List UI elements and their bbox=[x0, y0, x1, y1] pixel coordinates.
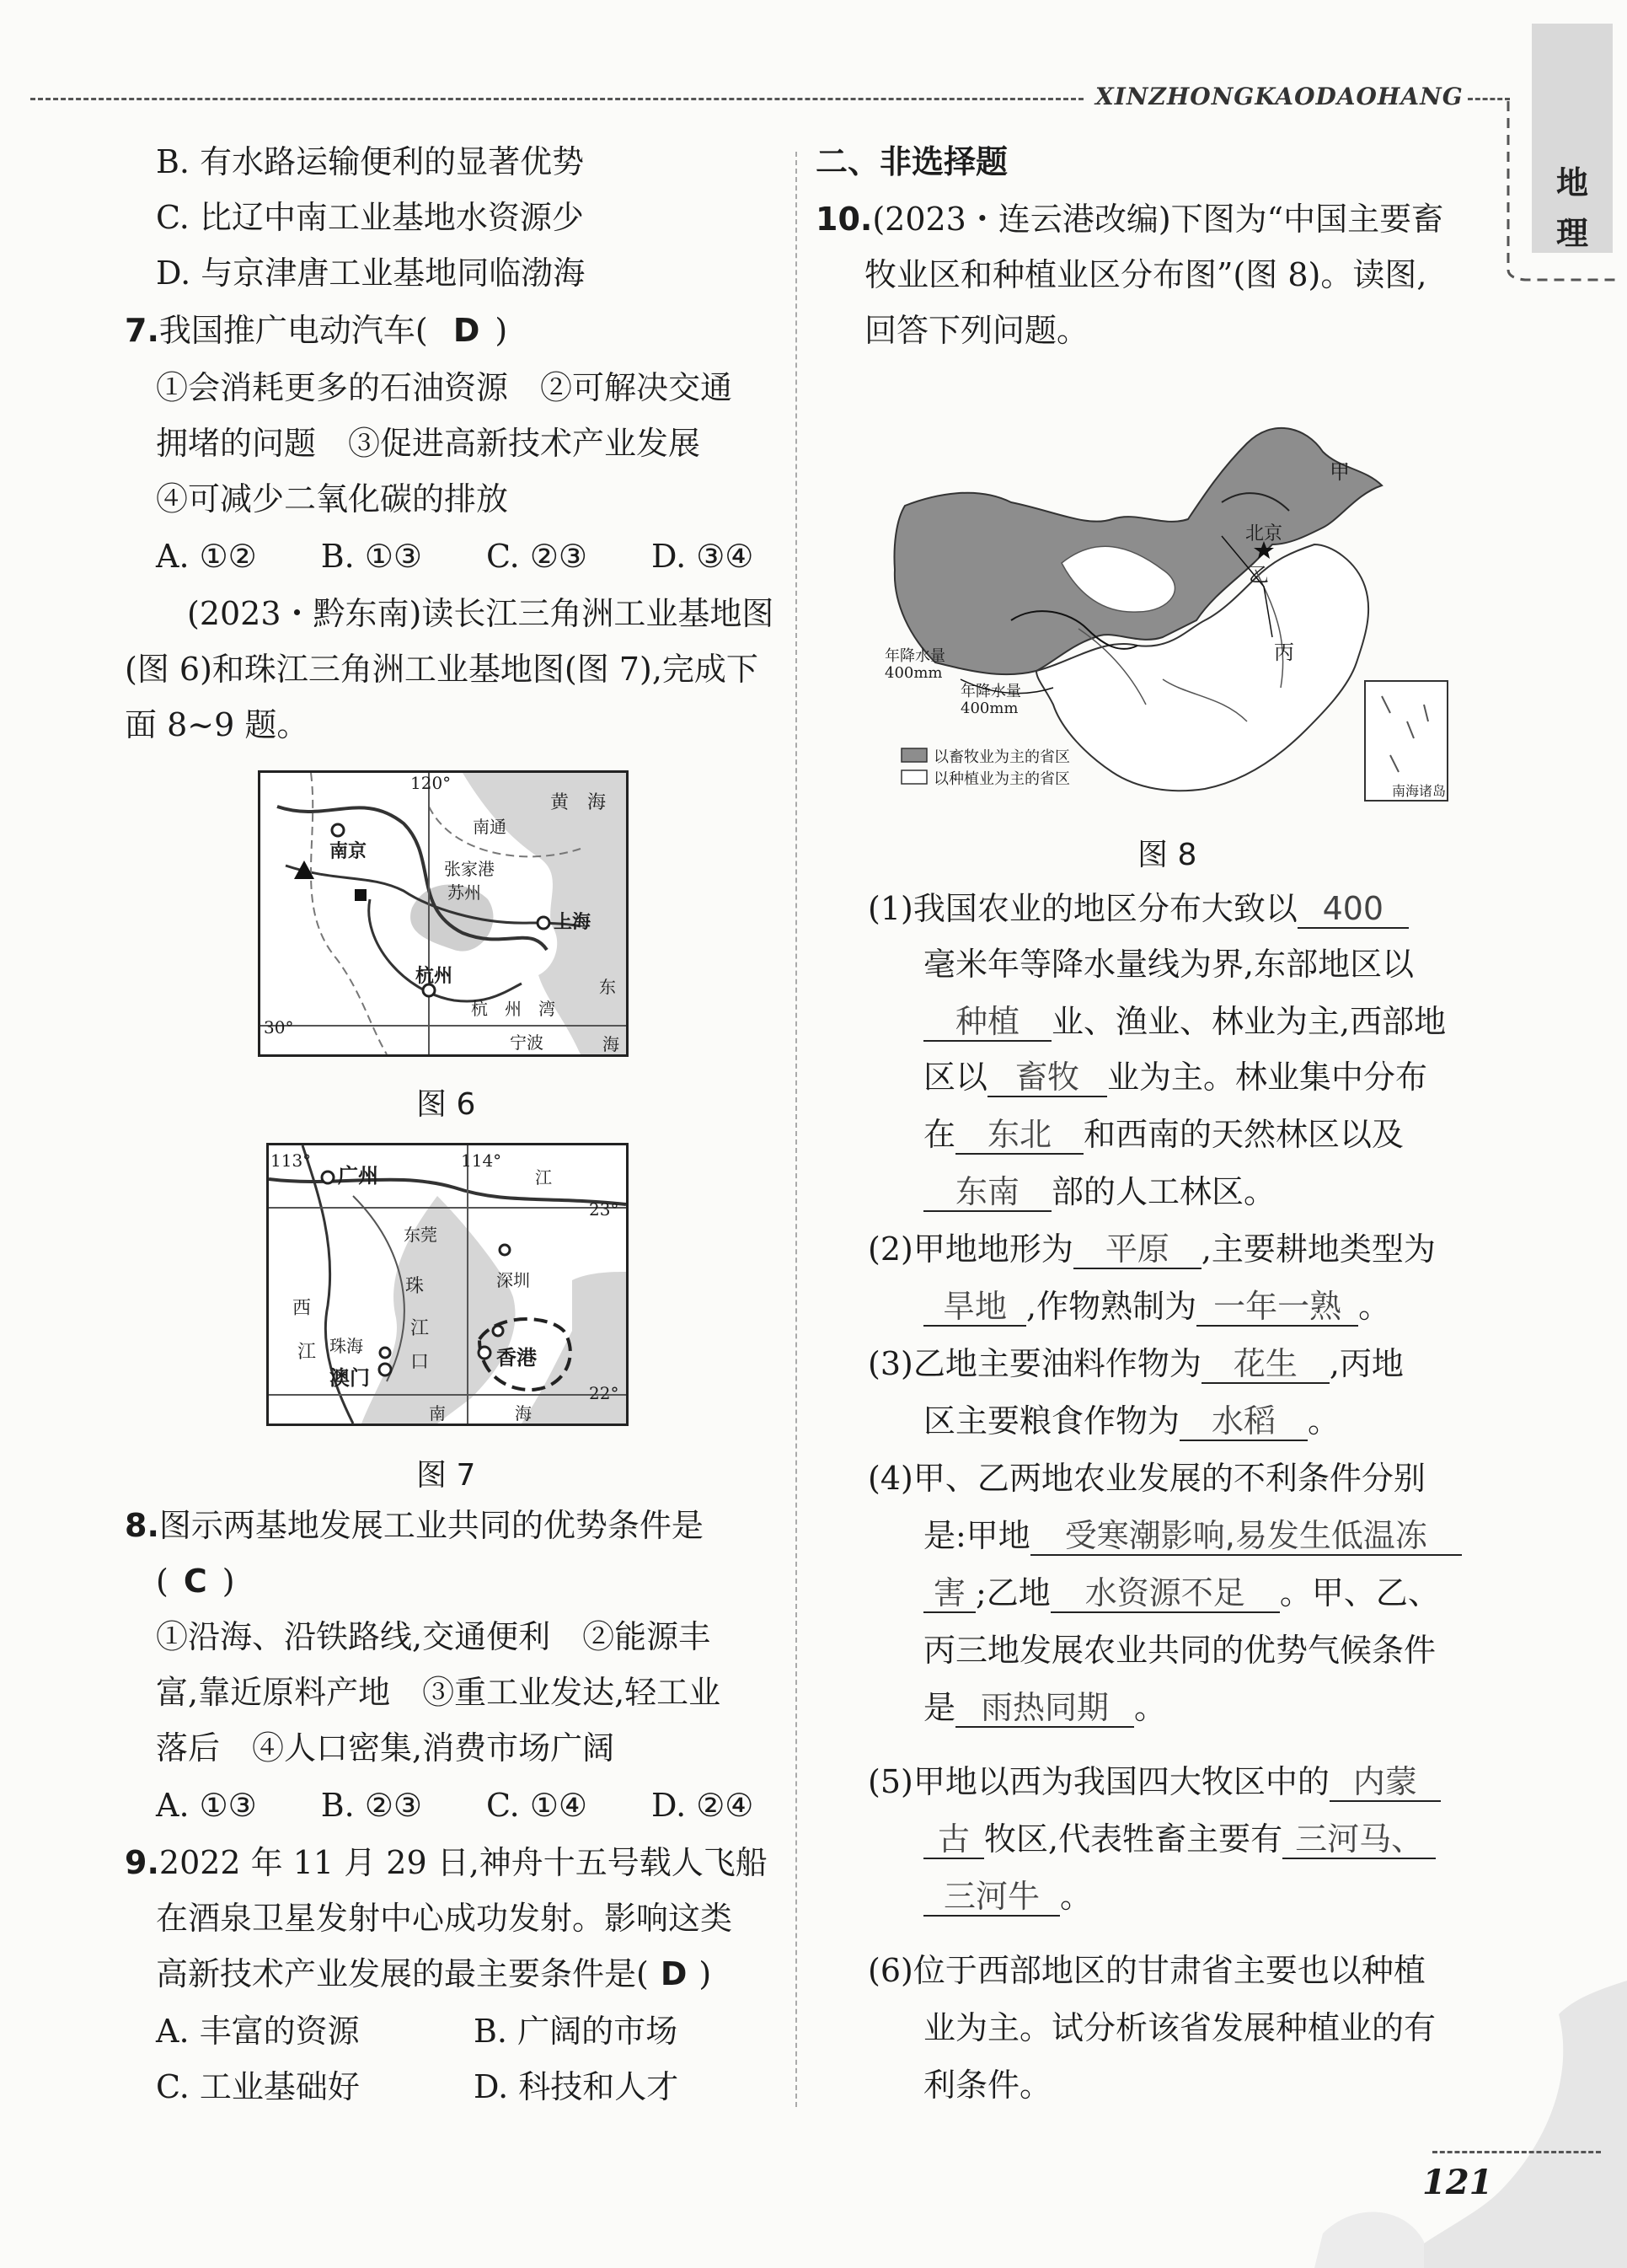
column-divider bbox=[795, 152, 797, 2107]
q10-1-text-4a: 区以 bbox=[923, 1059, 988, 1096]
q10-5-line-1 bbox=[868, 1765, 1441, 1802]
fig8-rain-label-2a: 年降水量 bbox=[961, 683, 1021, 700]
fig8-rain-label-2b: 400mm bbox=[961, 700, 1019, 717]
fig7-zhuhai: 珠海 bbox=[329, 1336, 363, 1356]
q8-item-line-3: 落后 ④人口密集,消费市场广阔 bbox=[156, 1729, 615, 1767]
q9-line-3 bbox=[156, 1957, 711, 1992]
fig6-suzhou: 苏州 bbox=[447, 882, 481, 903]
q10-3-answer-2: 水稻 bbox=[1180, 1404, 1308, 1441]
q10-6-line-2: 业为主。试分析该省发展种植业的有 bbox=[923, 2009, 1437, 2046]
corner-decoration bbox=[1222, 1981, 1627, 2268]
q10-2-line-1 bbox=[868, 1232, 1436, 1269]
running-title: XINZHONGKAODAOHANG bbox=[1095, 83, 1464, 110]
section-title: 二、非选择题 bbox=[816, 143, 1009, 180]
figure-7-map bbox=[266, 1143, 629, 1426]
fig6-ningbo: 宁波 bbox=[510, 1032, 543, 1053]
q9-option-d: D. 科技和人才 bbox=[474, 2068, 679, 2105]
q10-5-answer-2b: 三河牛 bbox=[923, 1879, 1060, 1917]
footer-rule bbox=[1432, 2151, 1601, 2153]
q10-2-text-2c: 。 bbox=[1358, 1288, 1391, 1325]
fig7-kou: 口 bbox=[410, 1352, 430, 1373]
q8-answer-line bbox=[156, 1564, 235, 1600]
intro-8-9-line-1: (2023・黔东南)读长江三角洲工业基地图 bbox=[187, 595, 774, 632]
header-rule-left bbox=[30, 98, 1084, 100]
fig7-lon-113: 113° bbox=[270, 1150, 312, 1171]
fig6-zhangjiagang: 张家港 bbox=[444, 859, 495, 879]
q6-option-b: B. 有水路运输便利的显著优势 bbox=[156, 143, 585, 180]
q10-1-text-3: 业、渔业、林业为主,西部地 bbox=[1052, 1003, 1447, 1040]
q10-4-answer-3: 雨热同期 bbox=[955, 1691, 1134, 1728]
fig7-hai: 海 bbox=[515, 1403, 532, 1424]
fig7-river-jiang: 江 bbox=[535, 1167, 552, 1188]
q10-4-line-1: (4)甲、乙两地农业发展的不利条件分别 bbox=[868, 1460, 1426, 1497]
fig8-rain-label-1a: 年降水量 bbox=[885, 647, 945, 665]
q10-5-answer-1b: 古 bbox=[923, 1822, 984, 1859]
q9-line-2: 在酒泉卫星发射中心成功发射。影响这类 bbox=[156, 1900, 733, 1937]
figure-8-map bbox=[885, 418, 1458, 812]
q10-3-text-2b: 。 bbox=[1308, 1402, 1341, 1440]
fig8-south-sea: 南海诸岛 bbox=[1392, 783, 1447, 799]
fig7-dongguan: 东莞 bbox=[404, 1225, 437, 1245]
q10-4-line-3 bbox=[923, 1576, 1440, 1613]
fig6-hangzhou: 杭州 bbox=[415, 965, 453, 987]
q10-3-text-1b: ,丙地 bbox=[1329, 1345, 1404, 1382]
q10-1-answer-3: 畜牧 bbox=[987, 1060, 1107, 1097]
q6-option-c: C. 比辽中南工业基地水资源少 bbox=[156, 199, 584, 236]
fig8-rain-label-1b: 400mm bbox=[885, 664, 943, 682]
intro-8-9-line-3: 面 8~9 题。 bbox=[125, 706, 309, 743]
q10-4-answer-1: 受寒潮影响,易发生低温冻 bbox=[1030, 1519, 1462, 1556]
q10-5-text-2b: 牧区,代表牲畜主要有 bbox=[984, 1820, 1283, 1858]
q10-5-answer-2: 三河马、 bbox=[1282, 1822, 1436, 1859]
q10-2-line-2 bbox=[923, 1289, 1390, 1327]
subject-tab-char-1: 地 bbox=[1555, 164, 1588, 201]
q10-4-text-3c: 。甲、乙、 bbox=[1279, 1574, 1440, 1611]
fig6-lon-120: 120° bbox=[410, 773, 452, 793]
q10-1-line-5 bbox=[923, 1118, 1404, 1155]
q7-item-line-3: ④可减少二氧化碳的排放 bbox=[156, 480, 509, 517]
q10-4-answer-2: 水资源不足 bbox=[1051, 1576, 1280, 1613]
q9-line-1 bbox=[125, 1846, 768, 1881]
fig6-yellow-sea: 黄 海 bbox=[550, 792, 607, 813]
q10-5-text-3b: 。 bbox=[1060, 1878, 1093, 1915]
tab-dashed-outline bbox=[1491, 93, 1618, 287]
q10-1-answer-2: 种植 bbox=[923, 1005, 1052, 1042]
q10-1-answer-5: 东南 bbox=[923, 1175, 1052, 1212]
fig6-hangzhou-bay: 杭 州 湾 bbox=[471, 999, 555, 1019]
q10-1-text-5b: 和西南的天然林区以及 bbox=[1084, 1116, 1405, 1153]
fig8-yi: 乙 bbox=[1249, 563, 1269, 587]
q10-1-line-1 bbox=[868, 892, 1409, 929]
fig6-sea: 海 bbox=[602, 1034, 619, 1054]
q10-4-line-2 bbox=[923, 1519, 1462, 1556]
q10-4-text-3b: ;乙地 bbox=[976, 1574, 1051, 1611]
q10-4-text-5b: 。 bbox=[1134, 1689, 1167, 1726]
q8-item-line-2: 富,靠近原料产地 ③重工业发达,轻工业 bbox=[156, 1674, 721, 1711]
q10-3-text-2a: 区主要粮食作物为 bbox=[923, 1402, 1180, 1440]
fig8-beijing: 北京 bbox=[1245, 523, 1283, 544]
q10-2-text-2b: ,作物熟制为 bbox=[1026, 1288, 1197, 1325]
q7-number: 7. bbox=[125, 312, 159, 349]
q10-4-text-5a: 是 bbox=[923, 1689, 956, 1726]
q9-close: ) bbox=[698, 1955, 712, 1992]
q9-answer: D bbox=[660, 1955, 688, 1992]
q10-2-text-1b: ,主要耕地类型为 bbox=[1201, 1231, 1436, 1268]
intro-8-9-line-2: (图 6)和珠江三角洲工业基地图(图 7),完成下 bbox=[125, 651, 758, 688]
q7-stem-text: 我国推广电动汽车( bbox=[158, 312, 428, 349]
q7-stem bbox=[125, 314, 507, 349]
q10-1-answer-1: 400 bbox=[1298, 892, 1409, 929]
q8-options: A. ①③ B. ②③ C. ①④ D. ②④ bbox=[156, 1787, 754, 1824]
fig7-lon-114: 114° bbox=[461, 1150, 502, 1171]
q10-3-line-1 bbox=[868, 1347, 1404, 1384]
q10-5-line-2 bbox=[923, 1822, 1436, 1859]
q10-2-answer-3: 一年一熟 bbox=[1196, 1289, 1358, 1327]
q10-number: 10. bbox=[816, 201, 873, 238]
fig6-nantong: 南通 bbox=[473, 817, 506, 837]
fig7-macau: 澳门 bbox=[329, 1365, 370, 1390]
subject-tab-char-2: 理 bbox=[1555, 215, 1588, 252]
q10-1-answer-4: 东北 bbox=[955, 1118, 1084, 1155]
q9-option-b: B. 广阔的市场 bbox=[474, 2013, 678, 2050]
q7-close: ) bbox=[495, 312, 508, 349]
q8-answer: C bbox=[183, 1563, 207, 1600]
q9-option-c: C. 工业基础好 bbox=[156, 2068, 360, 2105]
fig8-jia: 甲 bbox=[1330, 460, 1350, 484]
q10-stem-line-3: 回答下列问题。 bbox=[864, 312, 1089, 349]
q10-stem-line-1 bbox=[816, 202, 1443, 238]
q8-number: 8. bbox=[125, 1507, 159, 1544]
fig7-lat-22: 22° bbox=[589, 1383, 619, 1403]
q10-5-answer-1: 内蒙 bbox=[1330, 1765, 1441, 1802]
fig6-nanjing: 南京 bbox=[329, 840, 367, 862]
q10-3-text-1a: (3)乙地主要油料作物为 bbox=[868, 1345, 1202, 1382]
figure-7-caption: 图 7 bbox=[416, 1458, 476, 1493]
q8-open: ( bbox=[156, 1563, 169, 1600]
q9-line-3-text: 高新技术产业发展的最主要条件是( bbox=[156, 1955, 649, 1992]
q8-item-line-1: ①沿海、沿铁路线,交通便利 ②能源丰 bbox=[156, 1618, 711, 1655]
figure-7-drawing bbox=[269, 1145, 626, 1424]
q10-1-text-6: 部的人工林区。 bbox=[1052, 1173, 1276, 1210]
page-number: 121 bbox=[1422, 2163, 1493, 2202]
q10-2-answer-1: 平原 bbox=[1073, 1232, 1202, 1269]
fig7-guangzhou: 广州 bbox=[338, 1163, 378, 1188]
q9-line-1-text: 2022 年 11 月 29 日,神舟十五号载人飞船 bbox=[158, 1844, 768, 1881]
q10-2-text-1a: (2)甲地地形为 bbox=[868, 1231, 1073, 1268]
q10-6-line-1: (6)位于西部地区的甘肃省主要也以种植 bbox=[868, 1952, 1426, 1989]
q7-item-line-2: 拥堵的问题 ③促进高新技术产业发展 bbox=[156, 425, 701, 462]
q10-4-text-2a: 是:甲地 bbox=[923, 1517, 1030, 1554]
q9-number: 9. bbox=[125, 1844, 159, 1881]
q10-1-text-5a: 在 bbox=[923, 1116, 956, 1153]
q10-4-line-5 bbox=[923, 1691, 1166, 1728]
q10-3-line-2 bbox=[923, 1404, 1340, 1441]
q10-5-text-1a: (5)甲地以西为我国四大牧区中的 bbox=[868, 1763, 1330, 1800]
fig6-lat-30: 30° bbox=[264, 1017, 294, 1037]
q6-option-d: D. 与京津唐工业基地同临渤海 bbox=[156, 255, 586, 292]
fig7-xijiang: 江 bbox=[297, 1342, 317, 1363]
q10-1-line-2: 毫米年等降水量线为界,东部地区以 bbox=[923, 946, 1415, 983]
fig8-bing: 丙 bbox=[1274, 641, 1294, 664]
fig7-hongkong: 香港 bbox=[496, 1345, 537, 1370]
q10-1-text-1: (1)我国农业的地区分布大致以 bbox=[868, 890, 1298, 927]
fig7-nan: 南 bbox=[429, 1403, 446, 1424]
q7-answer: D bbox=[452, 312, 480, 349]
fig8-legend-pastoral: 以畜牧业为主的省区 bbox=[934, 748, 1070, 766]
fig6-shanghai: 上海 bbox=[554, 911, 591, 933]
q10-stem-line-1-text: (2023・连云港改编)下图为“中国主要畜 bbox=[872, 201, 1444, 238]
q10-1-text-4b: 业为主。林业集中分布 bbox=[1107, 1059, 1428, 1096]
q7-item-line-1: ①会消耗更多的石油资源 ②可解决交通 bbox=[156, 369, 733, 406]
figure-6-caption: 图 6 bbox=[416, 1087, 476, 1122]
q9-option-a: A. 丰富的资源 bbox=[156, 2013, 360, 2050]
q8-stem-text: 图示两基地发展工业共同的优势条件是 bbox=[158, 1507, 704, 1544]
fig6-east: 东 bbox=[599, 977, 616, 997]
q8-close: ) bbox=[222, 1563, 235, 1600]
fig7-zhu: 珠 bbox=[405, 1276, 425, 1297]
q8-stem bbox=[125, 1509, 704, 1544]
q7-options: A. ①② B. ①③ C. ②③ D. ③④ bbox=[156, 538, 754, 575]
q10-6-line-3: 利条件。 bbox=[923, 2067, 1052, 2104]
figure-6-map bbox=[258, 770, 629, 1057]
fig7-xi: 西 bbox=[292, 1298, 312, 1319]
fig7-lat-23: 23° bbox=[589, 1199, 619, 1220]
q10-1-line-4 bbox=[923, 1060, 1427, 1097]
q10-3-answer-1: 花生 bbox=[1202, 1347, 1330, 1384]
fig7-shenzhen: 深圳 bbox=[496, 1270, 530, 1290]
q10-1-line-3 bbox=[923, 1005, 1446, 1042]
q10-stem-line-2: 牧业区和种植业区分布图”(图 8)。读图, bbox=[864, 256, 1427, 293]
figure-8-caption: 图 8 bbox=[1137, 838, 1197, 872]
fig7-jiang: 江 bbox=[410, 1318, 430, 1339]
fig8-legend-crop: 以种植业为主的省区 bbox=[934, 770, 1070, 788]
q10-5-line-3 bbox=[923, 1879, 1092, 1917]
q10-4-line-4: 丙三地发展农业共同的优势气候条件 bbox=[923, 1632, 1437, 1669]
q10-1-line-6 bbox=[923, 1175, 1276, 1212]
q10-4-answer-1b: 害 bbox=[923, 1576, 976, 1613]
q10-2-answer-2: 旱地 bbox=[923, 1289, 1026, 1327]
